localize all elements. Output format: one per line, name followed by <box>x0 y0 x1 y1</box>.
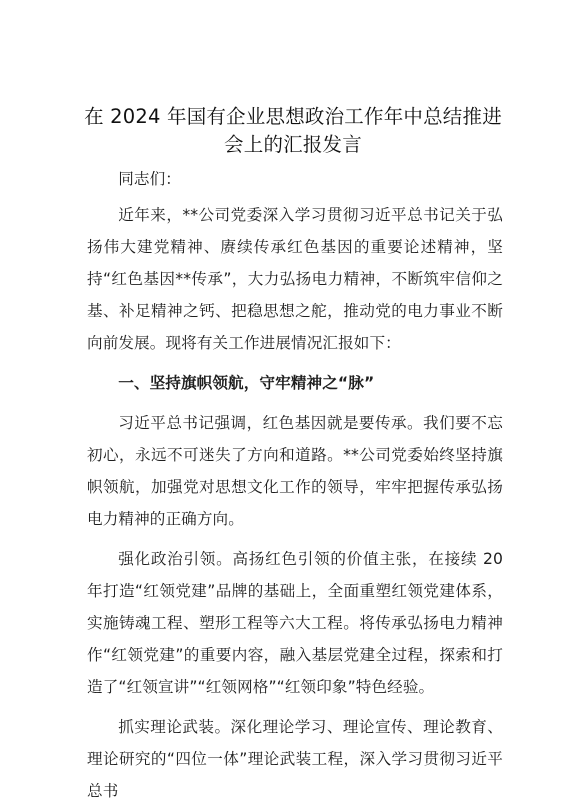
body-paragraph: 抓实理论武装。深化理论学习、理论宣传、理论教育、理论研究的“四位一体”理论武装工程，深入学习贯彻习近平总书 <box>87 718 503 800</box>
salutation: 同志们： <box>118 170 181 188</box>
body-paragraph: 强化政治引领。高扬红色引领的价值主张，在接续 20 年打造“红领党建”品牌的基础上，全面重塑红领党建体系，实施铸魂工程、塑形工程等六大工程。将传承弘扬电力精神作“红领党建”的重要内容，融入基层党建全过程，探索和打造了“红领宣讲”“红领网格”“红领印象”特色经验。 <box>87 550 503 696</box>
title-line-2: 会上的汇报发言 <box>224 133 362 156</box>
document-title <box>40 103 546 159</box>
section-heading: 一、坚持旗帜领航，守牢精神之“脉” <box>118 374 375 392</box>
title-line-1: 在 2024 年国有企业思想政治工作年中总结推进 <box>84 105 502 128</box>
body-paragraph: 习近平总书记强调，红色基因就是要传承。我们要不忘初心，永远不可迷失了方向和道路。**公司党委始终坚持旗帜领航，加强党对思想文化工作的领导，牢牢把握传承弘扬电力精神的正确方向。 <box>87 414 503 528</box>
intro-paragraph: 近年来，**公司党委深入学习贯彻习近平总书记关于弘扬伟大建党精神、赓续传承红色基因的重要论述精神，坚持“红色基因**传承”，大力弘扬电力精神，不断筑牢信仰之基、补足精神之钙、把稳思想之舵，推动党的电力事业不断向前发展。现将有关工作进展情况汇报如下： <box>87 206 503 352</box>
document-body <box>87 163 503 807</box>
